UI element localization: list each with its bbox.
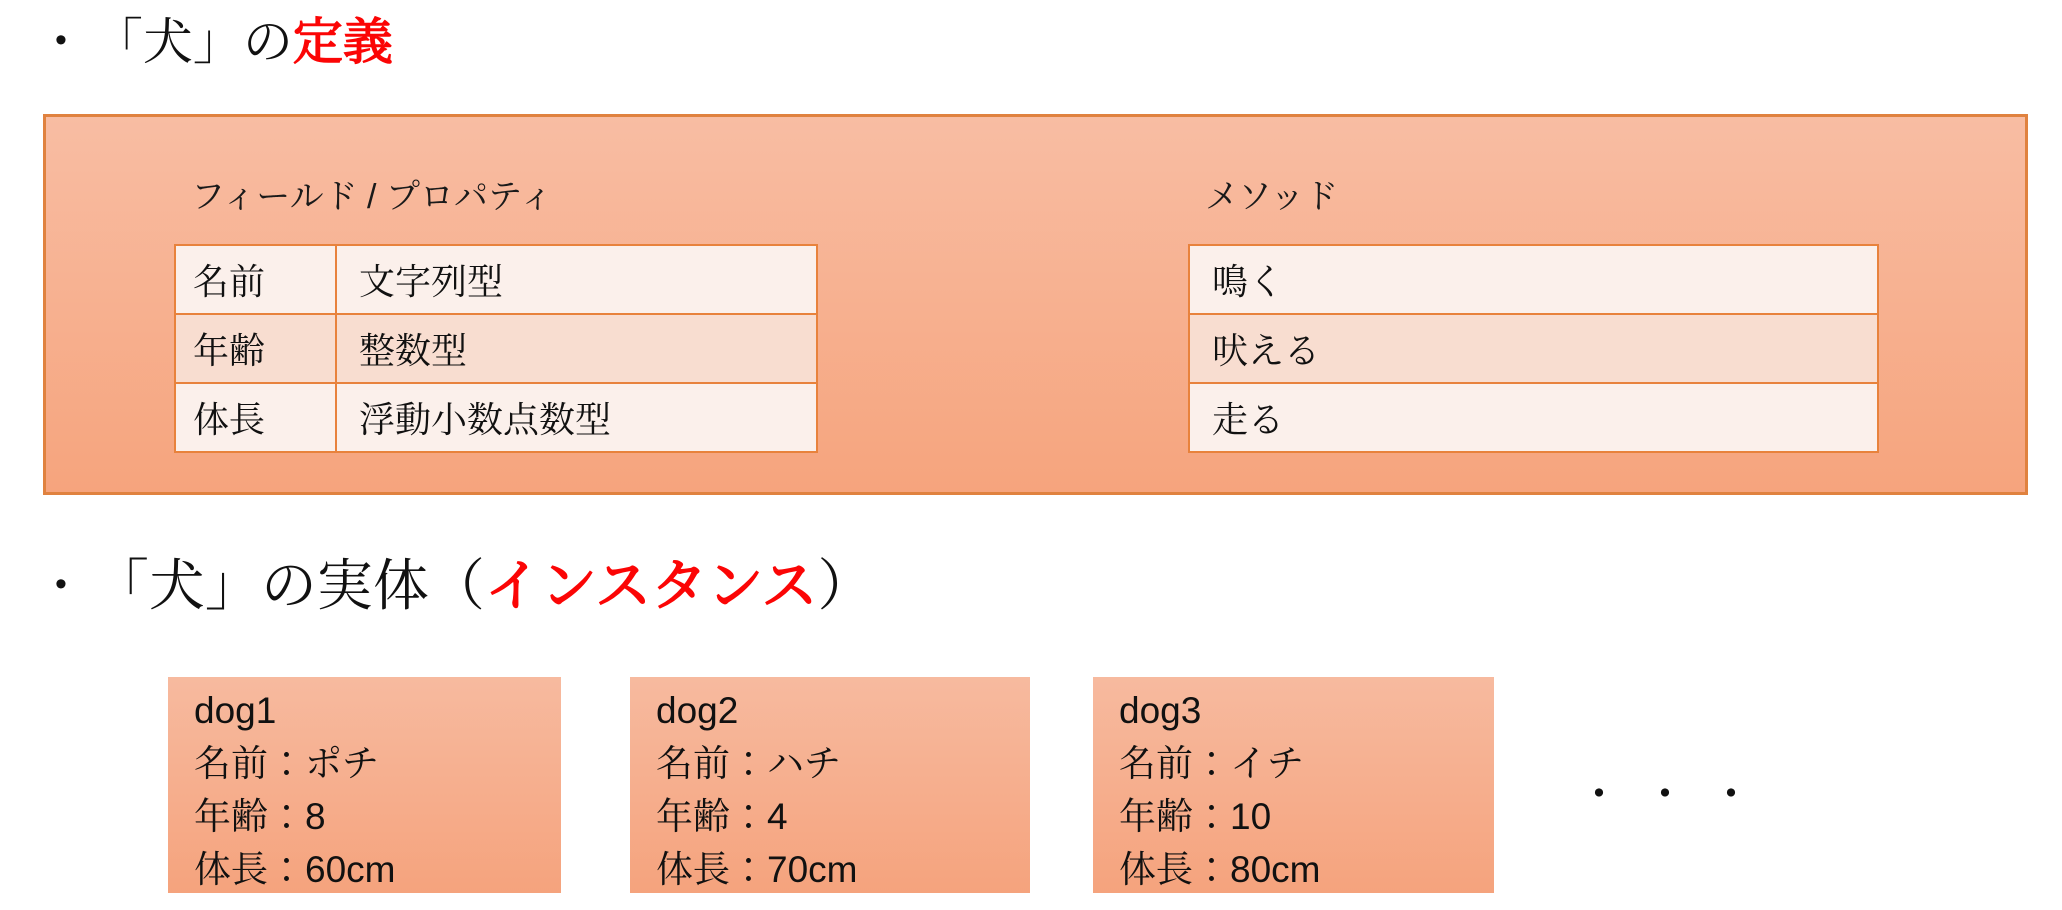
more-instances-ellipsis: ・・・ [1577,770,1775,819]
heading-instances-suffix: ） [817,554,874,617]
table-row [176,382,816,451]
instance-name: 名前：ハチ [656,743,841,784]
instance-card-dog3 [1093,677,1494,893]
table-row [1190,382,1877,451]
method-cell: 走る [1212,399,1285,440]
methods-label: メソッド [1205,178,1339,216]
instance-age: 年齢：4 [656,796,788,837]
instance-card-dog1 [168,677,561,893]
heading-definition-highlight: 定義 [292,14,393,70]
heading-definition-prefix: 「犬」の [92,14,293,70]
heading-instances-highlight: インスタンス [484,554,818,617]
field-type-cell: 文字列型 [359,261,504,302]
fields-properties-label: フィールド / プロパティ [191,178,554,216]
instance-age: 年齢：10 [1119,796,1272,837]
table-row [176,313,816,382]
table-row [1190,313,1877,382]
instance-age: 年齢：8 [194,796,326,837]
instance-name: 名前：イチ [1119,743,1304,784]
instance-card-dog2 [630,677,1030,893]
class-definition-panel [43,114,2028,495]
methods-table [1188,244,1879,453]
method-cell: 鳴く [1212,261,1285,302]
instance-title: dog1 [194,690,277,731]
bullet-icon: • [55,21,67,59]
field-name-cell: 名前 [176,246,337,313]
instance-length: 体長：70cm [656,849,858,890]
table-row [176,246,816,313]
bullet-icon: • [55,565,67,603]
instance-length: 体長：60cm [194,849,396,890]
method-cell: 吠える [1212,330,1321,371]
heading-instances [55,542,874,622]
table-row [1190,246,1877,313]
field-name-cell: 体長 [176,384,337,451]
heading-definition [55,2,393,74]
heading-instances-prefix: 「犬」の実体（ [92,554,485,617]
instance-title: dog2 [656,690,739,731]
field-type-cell: 整数型 [359,330,468,371]
instance-length: 体長：80cm [1119,849,1321,890]
field-type-cell: 浮動小数点数型 [359,399,612,440]
instance-title: dog3 [1119,690,1202,731]
field-name-cell: 年齢 [176,315,337,382]
instance-name: 名前：ポチ [194,743,379,784]
fields-table [174,244,818,453]
